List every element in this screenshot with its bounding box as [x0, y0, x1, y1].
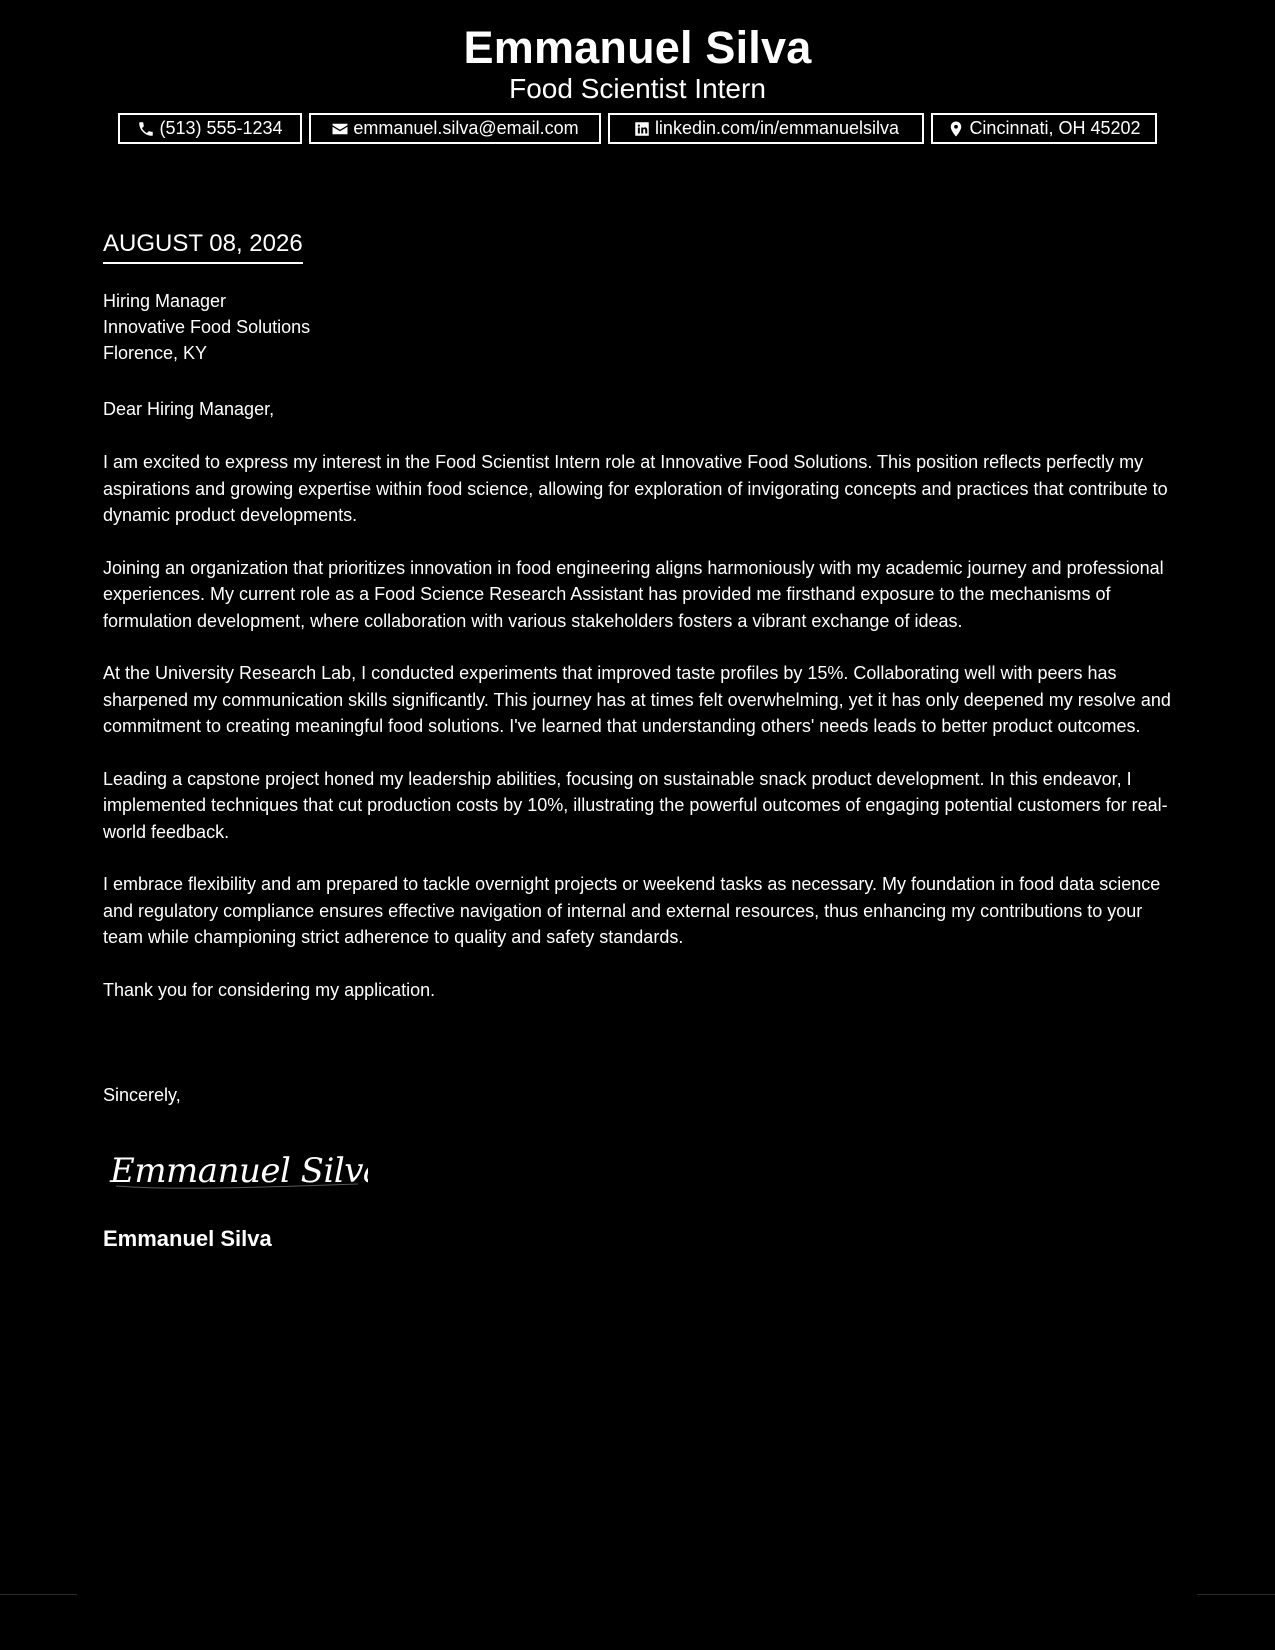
contact-linkedin-text: linkedin.com/in/emmanuelsilva: [654, 118, 900, 138]
map-pin-icon: [947, 120, 965, 138]
applicant-role: Food Scientist Intern: [509, 73, 766, 104]
recipient-title: Hiring Manager: [103, 291, 227, 311]
contact-phone[interactable]: [118, 113, 302, 144]
footer-rule-left: [0, 1594, 77, 1595]
body-paragraph: I embrace flexibility and am prepared to tackle overnight projects or weekend tasks as necessary. My foundation in food data science and regulatory compliance ensures effective navigation of internal and external resources, thus enhancing my contributions to your team while championing strict adherence to quality and safety standards.: [103, 874, 1161, 947]
recipient-company: Innovative Food Solutions: [103, 317, 311, 337]
body-paragraph: Leading a capstone project honed my leadership abilities, focusing on sustainable snack product development. In this endeavor, I implemented techniques that cut production costs by 10%, illustrating the powerful outcomes of engaging potential customers for real-world feedback.: [103, 768, 1168, 842]
linkedin-icon: [633, 120, 651, 138]
handwritten-signature: [108, 1140, 368, 1200]
contact-linkedin[interactable]: [608, 113, 924, 144]
signature-script: Emmanuel Silva: [110, 1151, 368, 1191]
signature-image: [108, 1140, 368, 1200]
closing: Sincerely,: [103, 1085, 181, 1105]
body-paragraph: Thank you for considering my application.: [103, 979, 436, 1000]
applicant-name: Emmanuel Silva: [463, 22, 812, 73]
letter-date: AUGUST 08, 2026: [103, 229, 303, 264]
contact-location-text: Cincinnati, OH 45202: [969, 118, 1141, 138]
contact-location[interactable]: [931, 113, 1157, 144]
contact-email-text: emmanuel.silva@email.com: [353, 118, 579, 138]
letter-body: [103, 449, 1173, 1029]
phone-icon: [137, 120, 155, 138]
recipient-block: [103, 288, 310, 366]
body-paragraph: I am excited to express my interest in the Food Scientist Intern role at Innovative Food Solutions. This position reflects perfectly my aspirations and growing expertise within food science, allowing for exploration of invigorating concepts and practices that contribute to dynamic product developments.: [103, 452, 1168, 525]
envelope-icon: [331, 120, 349, 138]
body-paragraph: At the University Research Lab, I conducted experiments that improved taste profiles by 15%. Collaborating well with peers has sharpened my communication skills significantly. This journey has at times felt overwhelming, yet it has only deepened my resolve and commitment to creating meaningful food solutions. I've learned that understanding others' needs leads to better product outcomes.: [103, 663, 1171, 736]
salutation: Dear Hiring Manager,: [103, 399, 275, 419]
footer-rule-right: [1197, 1594, 1275, 1595]
recipient-location: Florence, KY: [103, 343, 208, 363]
contact-phone-text: (513) 555-1234: [159, 118, 283, 138]
signer-name: Emmanuel Silva: [103, 1226, 272, 1251]
body-paragraph: Joining an organization that prioritizes innovation in food engineering aligns harmoniously with my academic journey and professional experiences. My current role as a Food Science Research Assistant has provided me firsthand exposure to the mechanisms of formulation development, where collaboration with various stakeholders fosters a vibrant exchange of ideas.: [103, 557, 1164, 631]
contact-bar: [0, 113, 1275, 144]
contact-email[interactable]: [309, 113, 601, 144]
